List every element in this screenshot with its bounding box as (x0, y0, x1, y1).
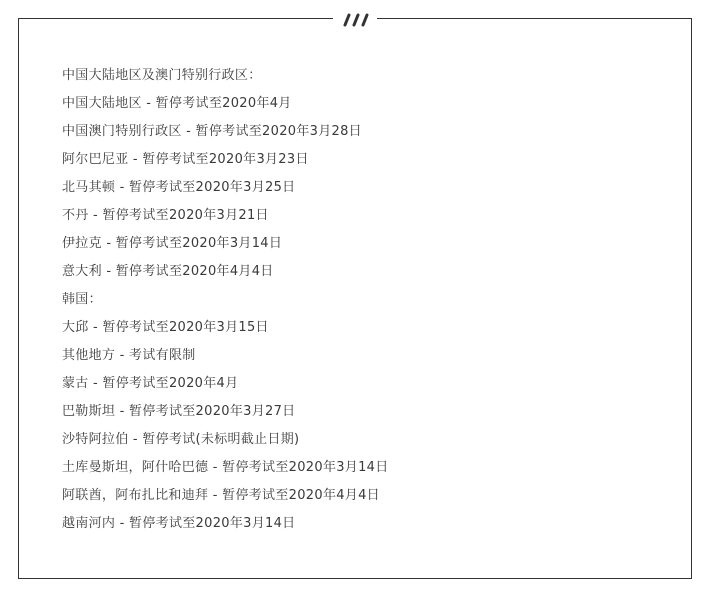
exam-suspension-list (62, 62, 389, 538)
list-line: 伊拉克 - 暂停考试至2020年3月14日 (62, 236, 283, 251)
list-line: 不丹 - 暂停考试至2020年3月21日 (62, 208, 269, 223)
list-line: 阿尔巴尼亚 - 暂停考试至2020年3月23日 (62, 152, 309, 167)
list-line: 其他地方 - 考试有限制 (62, 348, 196, 363)
list-line: 土库曼斯坦，阿什哈巴德 - 暂停考试至2020年3月14日 (62, 460, 389, 475)
list-line: 阿联酋，阿布扎比和迪拜 - 暂停考试至2020年4月4日 (62, 488, 380, 503)
list-line: 北马其顿 - 暂停考试至2020年3月25日 (62, 180, 296, 195)
slash-decoration-icon (338, 8, 374, 30)
list-line: 越南河内 - 暂停考试至2020年3月14日 (62, 516, 296, 531)
list-line: 中国大陆地区及澳门特别行政区： (62, 68, 262, 83)
list-line: 中国大陆地区 - 暂停考试至2020年4月 (62, 96, 292, 111)
list-line: 巴勒斯坦 - 暂停考试至2020年3月27日 (62, 404, 296, 419)
list-line: 意大利 - 暂停考试至2020年4月4日 (62, 264, 274, 279)
list-line: 沙特阿拉伯 - 暂停考试(未标明截止日期) (62, 432, 300, 447)
list-line: 韩国： (62, 292, 102, 307)
list-line: 中国澳门特别行政区 - 暂停考试至2020年3月28日 (62, 124, 362, 139)
list-line: 蒙古 - 暂停考试至2020年4月 (62, 376, 239, 391)
list-line: 大邱 - 暂停考试至2020年3月15日 (62, 320, 269, 335)
